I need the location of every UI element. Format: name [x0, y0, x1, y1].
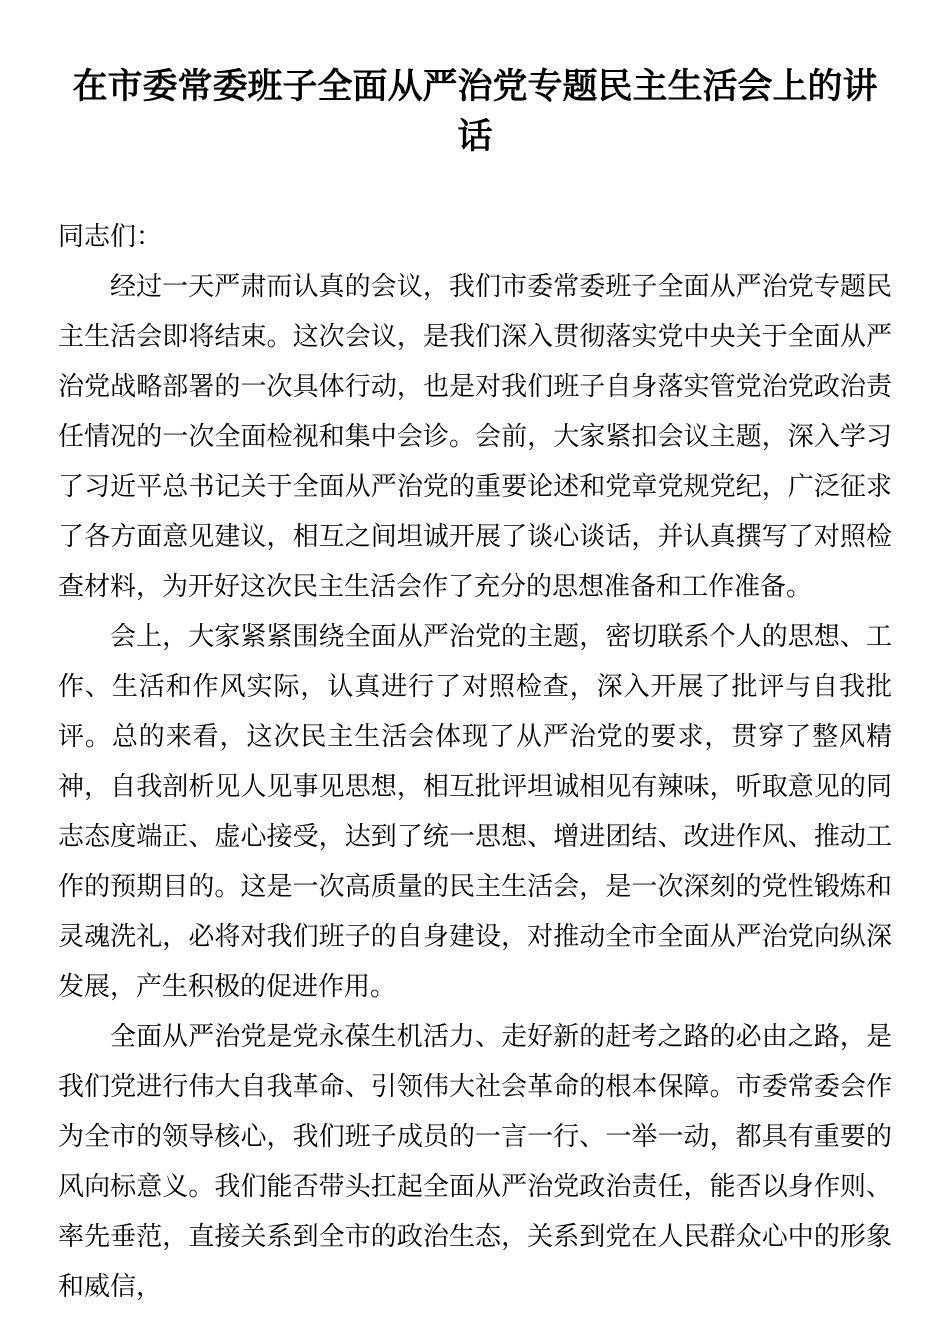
salutation: 同志们： — [58, 221, 163, 251]
paragraph-1: 经过一天严肃而认真的会议，我们市委常委班子全面从严治党专题民主生活会即将结束。这次会议，是我们深入贯彻落实党中央关于全面从严治党战略部署的一次具体行动，也是对我们班子自身落实管党治党政治责任情况的一次全面检视和集中会诊。会前，大家紧扣会议主题，深入学习了习近平总书记关于全面从严治党的重要论述和党章党规党纪，广泛征求了各方面意见建议，相互之间坦诚开展了谈心谈话，并认真撰写了对照检查材料，为开好这次民主生活会作了充分的思想准备和工作准备。 — [58, 271, 892, 601]
document-title: 在市委常委班子全面从严治党专题民主生活会上的讲话 — [72, 67, 878, 156]
paragraph-2: 会上，大家紧紧围绕全面从严治党的主题，密切联系个人的思想、工作、生活和作风实际，认真进行了对照检查，深入开展了批评与自我批评。总的来看，这次民主生活会体现了从严治党的要求，贯穿了整风精神，自我剖析见人见事见思想，相互批评坦诚相见有辣味，听取意见的同志态度端正、虚心接受，达到了统一思想、增进团结、改进作风、推动工作的预期目的。这是一次高质量的民主生活会，是一次深刻的党性锻炼和灵魂洗礼，必将对我们班子的自身建设，对推动全市全面从严治党向纵深发展，产生积极的促进作用。 — [58, 621, 892, 1001]
paragraph-3: 全面从严治党是党永葆生机活力、走好新的赶考之路的必由之路，是我们党进行伟大自我革命、引领伟大社会革命的根本保障。市委常委会作为全市的领导核心，我们班子成员的一言一行、一举一动，都具有重要的风向标意义。我们能否带头扛起全面从严治党政治责任，能否以身作则、率先垂范，直接关系到全市的政治生态，关系到党在人民群众心中的形象和威信， — [58, 1021, 892, 1301]
